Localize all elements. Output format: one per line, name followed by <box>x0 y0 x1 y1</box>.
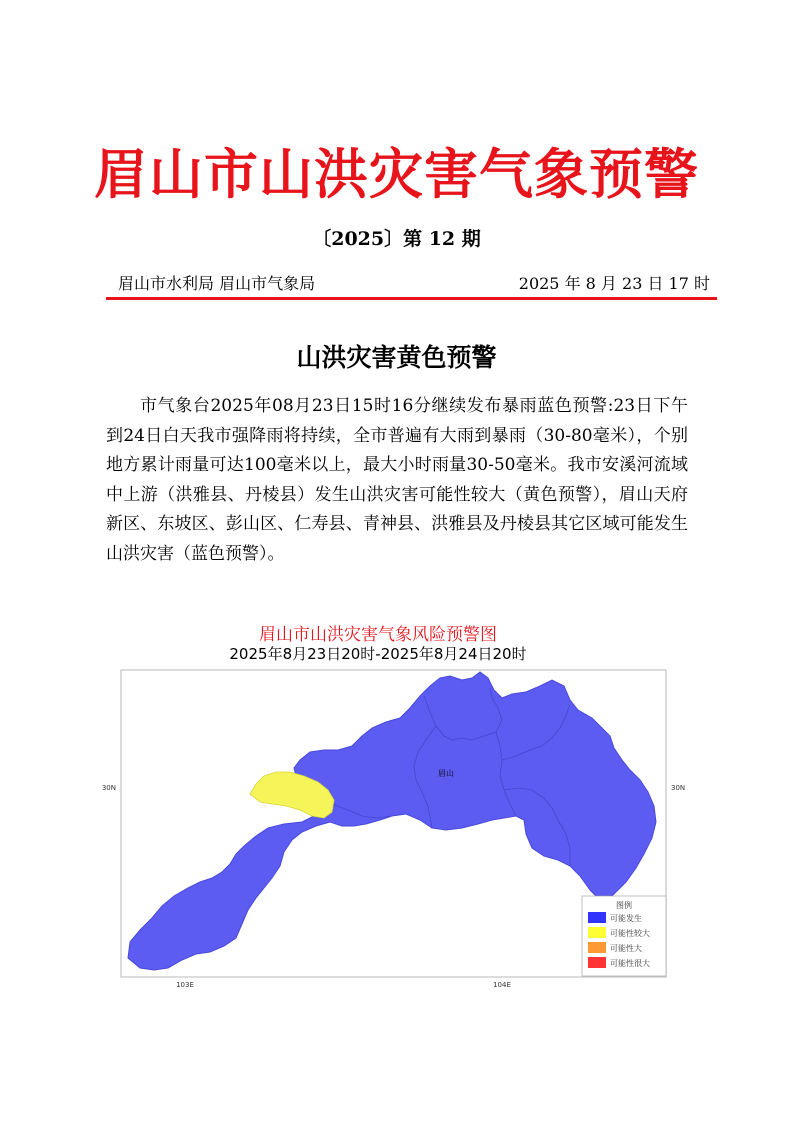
lat-label-left: 30N <box>101 784 116 792</box>
issue-date: 2025 年 8 月 23 日 17 时 <box>518 274 710 293</box>
warning-body: 市气象台2025年08月23日15时16分继续发布暴雨蓝色预警:23日下午到24日白天我市强降雨将持续，全市普遍有大雨到暴雨（30-80毫米），个别地方累计雨量可达100毫米以上，最大小时雨量30-50毫米。我市安溪河流域中上游（洪雅县、丹棱县）发生山洪灾害可能性较大（黄色预警），眉山天府新区、东坡区、彭山区、仁寿县、青神县、洪雅县及丹棱县其它区域可能发生山洪灾害（蓝色预警）。 <box>106 396 688 564</box>
map-svg <box>100 620 693 1000</box>
city-label: 眉山 <box>438 769 454 778</box>
legend-label-possible: 可能发生 <box>610 914 642 923</box>
issue-number: 〔2025〕第 12 期 <box>312 228 481 250</box>
warning-title: 山洪灾害黄色预警 <box>296 343 497 372</box>
issuer: 眉山市水利局 眉山市气象局 <box>118 274 316 293</box>
legend-title: 图例 <box>616 901 632 910</box>
legend-swatch-very-high <box>588 957 606 968</box>
legend-label-likely: 可能性较大 <box>610 929 650 938</box>
lon-label-103: 103E <box>176 981 194 989</box>
legend-label-high: 可能性大 <box>610 944 642 953</box>
document-title: 眉山市山洪灾害气象预警 <box>94 143 699 206</box>
warning-map <box>100 620 693 1004</box>
map-title: 眉山市山洪灾害气象风险预警图 <box>259 625 497 645</box>
legend-swatch-high <box>588 942 606 953</box>
legend-swatch-possible <box>588 912 606 923</box>
red-divider <box>106 297 717 300</box>
lon-label-104: 104E <box>493 981 511 989</box>
legend-label-very-high: 可能性很大 <box>610 959 650 968</box>
map-subtitle: 2025年8月23日20时-2025年8月24日20时 <box>229 645 527 663</box>
map-legend <box>582 896 666 976</box>
lat-label-right: 30N <box>671 784 686 792</box>
legend-swatch-likely <box>588 927 606 938</box>
